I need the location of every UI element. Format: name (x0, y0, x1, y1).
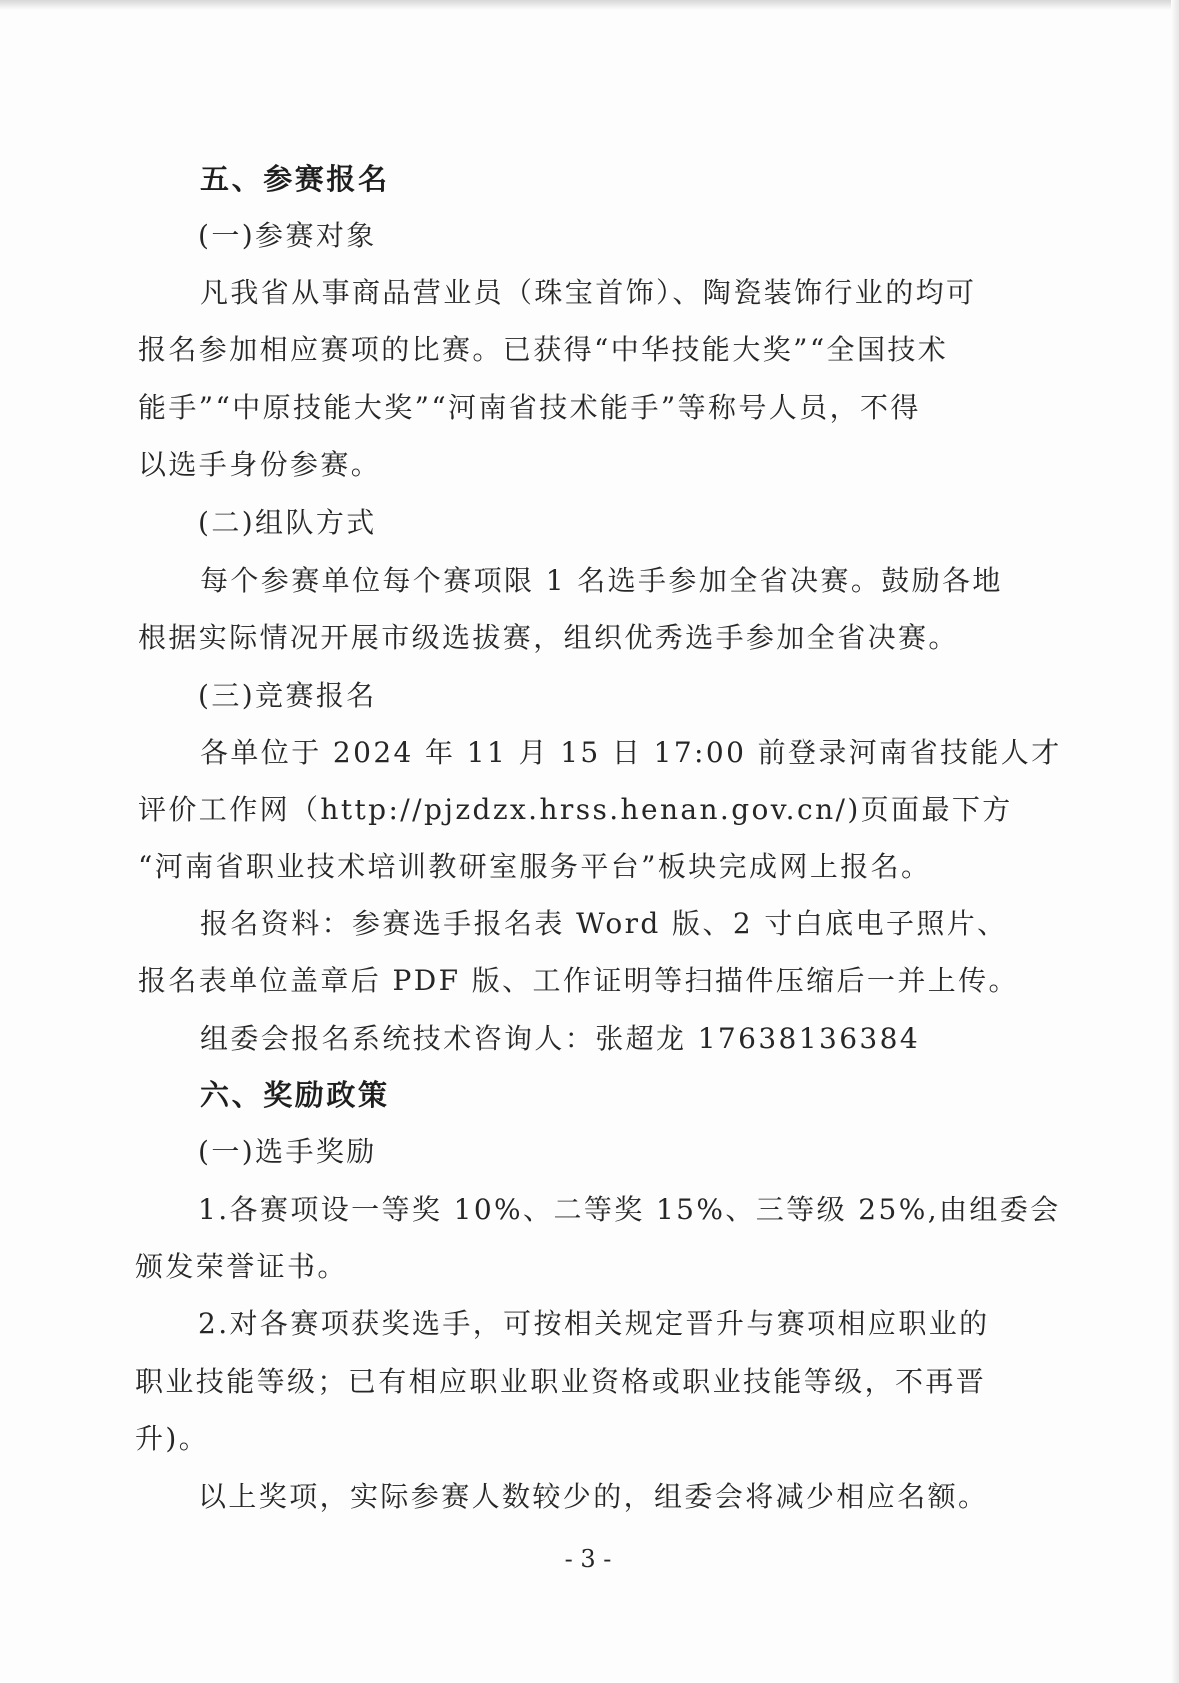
scan-right-shadow (1171, 0, 1179, 1683)
paragraph-line: 2.对各赛项获奖选手，可按相关规定晋升与赛项相应职业的 (198, 1307, 990, 1340)
paragraph-line: 每个参赛单位每个赛项限 1 名选手参加全省决赛。鼓励各地 (200, 564, 1003, 597)
paragraph-line: 以选手身份参赛。 (138, 448, 382, 481)
scan-top-shadow (0, 0, 1179, 10)
paragraph-line: 颁发荣誉证书。 (135, 1250, 348, 1283)
paragraph-line: 凡我省从事商品营业员（珠宝首饰）、陶瓷装饰行业的均可 (200, 276, 977, 309)
section-heading-6: 六、奖励政策 (200, 1078, 390, 1112)
paragraph-line: 以上奖项，实际参赛人数较少的，组委会将减少相应名额。 (198, 1480, 989, 1513)
paragraph-line: 根据实际情况开展市级选拔赛，组织优秀选手参加全省决赛。 (138, 621, 959, 654)
paragraph-line: 报名资料：参赛选手报名表 Word 版、2 寸白底电子照片、 (200, 907, 1008, 940)
subheading-rewards: (一)选手奖励 (198, 1135, 377, 1168)
paragraph-line: 评价工作网（http://pjzdzx.hrss.henan.gov.cn/)页面最下方 (138, 793, 1013, 826)
subheading-registration: (三)竞赛报名 (198, 679, 377, 712)
paragraph-line: 报名参加相应赛项的比赛。已获得“中华技能大奖”“全国技术 (138, 333, 949, 366)
paragraph-line: 1.各赛项设一等奖 10%、二等奖 15%、三等级 25%,由组委会 (198, 1193, 1061, 1226)
paragraph-line: 报名表单位盖章后 PDF 版、工作证明等扫描件压缩后一并上传。 (138, 964, 1019, 997)
section-heading-5: 五、参赛报名 (200, 162, 390, 196)
paragraph-line: 升)。 (135, 1422, 210, 1455)
paragraph-line: 职业技能等级；已有相应职业职业资格或职业技能等级，不再晋 (135, 1365, 987, 1398)
subheading-team: (二)组队方式 (198, 506, 377, 539)
page-number: - 3 - (564, 1545, 612, 1573)
paragraph-line: 组委会报名系统技术咨询人：张超龙 17638136384 (200, 1022, 921, 1055)
paragraph-line: 能手”“中原技能大奖”“河南省技术能手”等称号人员，不得 (138, 391, 921, 424)
paragraph-line: “河南省职业技术培训教研室服务平台”板块完成网上报名。 (138, 850, 932, 883)
subheading-participants: (一)参赛对象 (198, 219, 377, 252)
paragraph-line: 各单位于 2024 年 11 月 15 日 17:00 前登录河南省技能人才 (200, 736, 1062, 769)
